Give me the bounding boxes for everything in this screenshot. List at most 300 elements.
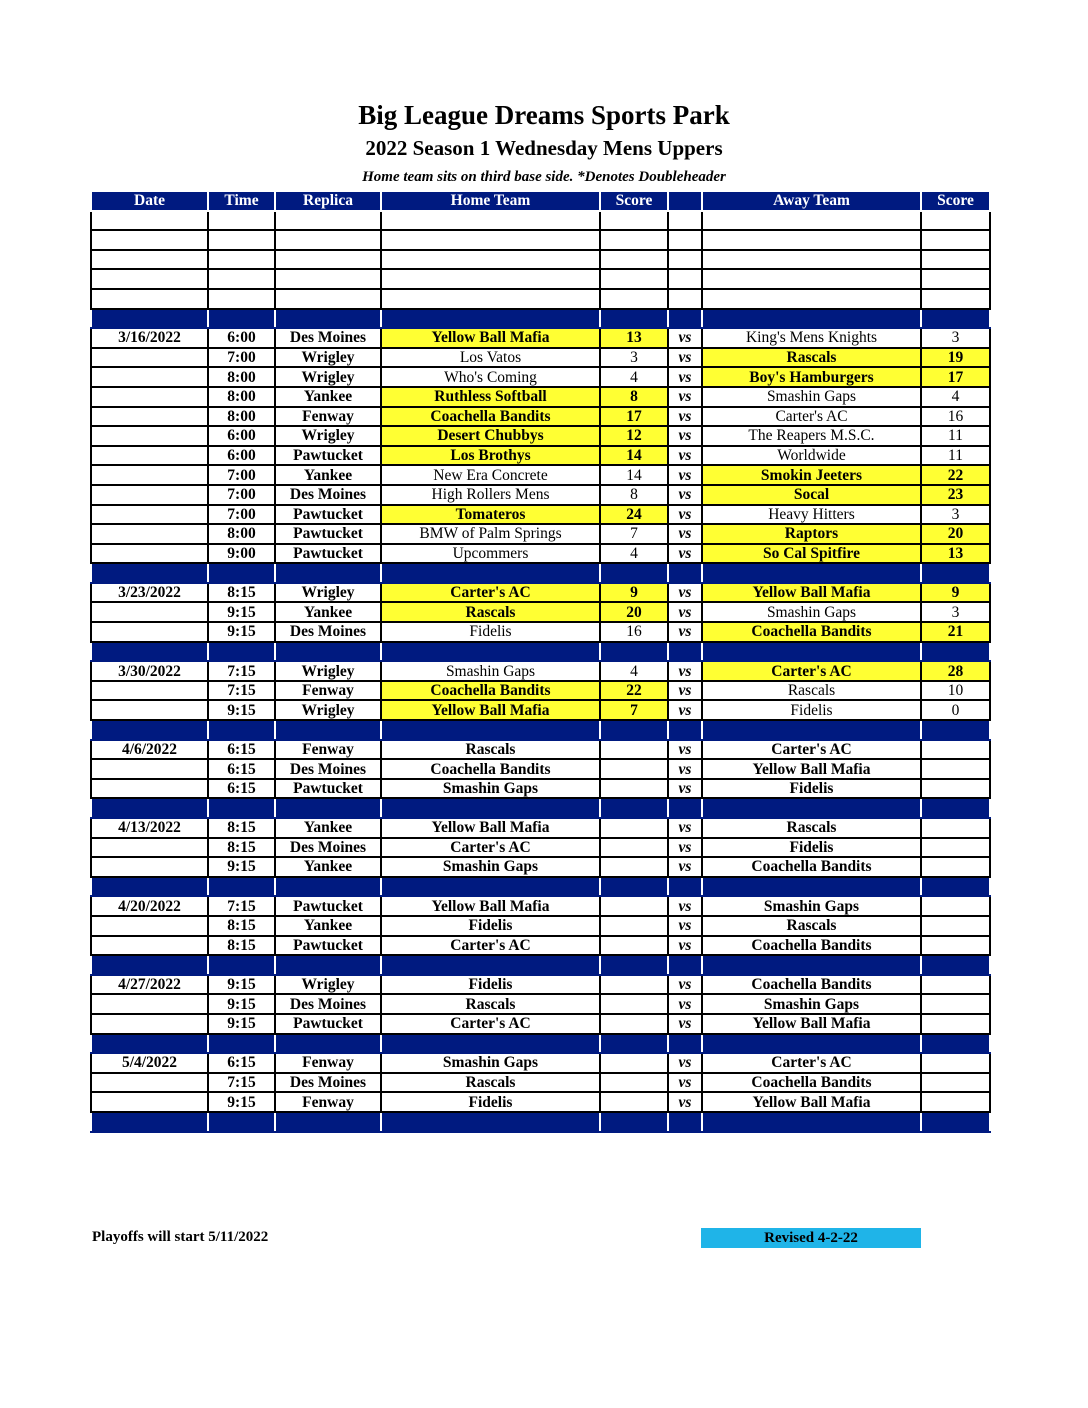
separator-cell bbox=[702, 1112, 921, 1132]
game-field: Des Moines bbox=[275, 622, 381, 642]
home-team: Rascals bbox=[381, 994, 600, 1014]
home-score: 4 bbox=[600, 544, 668, 564]
away-team: King's Mens Knights bbox=[702, 328, 921, 348]
game-time: 7:15 bbox=[208, 681, 275, 701]
away-score: 3 bbox=[921, 602, 990, 622]
away-score: 9 bbox=[921, 583, 990, 603]
separator-cell bbox=[668, 1034, 702, 1054]
game-date bbox=[91, 759, 208, 779]
home-team: New Era Concrete bbox=[381, 465, 600, 485]
separator-cell bbox=[921, 720, 990, 740]
away-team: Smashin Gaps bbox=[702, 994, 921, 1014]
blank-row bbox=[91, 230, 990, 250]
vs-label: vs bbox=[668, 838, 702, 858]
blank-cell bbox=[668, 211, 702, 231]
game-time: 9:15 bbox=[208, 994, 275, 1014]
week-separator bbox=[91, 955, 990, 975]
game-field: Yankee bbox=[275, 818, 381, 838]
separator-cell bbox=[600, 798, 668, 818]
away-score: 19 bbox=[921, 348, 990, 368]
game-time: 6:00 bbox=[208, 426, 275, 446]
blank-cell bbox=[275, 230, 381, 250]
schedule-table bbox=[90, 190, 991, 1133]
home-team: Desert Chubbys bbox=[381, 426, 600, 446]
blank-row bbox=[91, 211, 990, 231]
away-team: Coachella Bandits bbox=[702, 622, 921, 642]
blank-cell bbox=[275, 289, 381, 309]
game-row bbox=[91, 348, 990, 368]
separator-cell bbox=[600, 563, 668, 583]
home-score bbox=[600, 740, 668, 760]
away-team: Rascals bbox=[702, 818, 921, 838]
week-separator bbox=[91, 1112, 990, 1132]
game-time: 8:15 bbox=[208, 838, 275, 858]
blank-cell bbox=[381, 230, 600, 250]
game-row bbox=[91, 936, 990, 956]
away-team: Coachella Bandits bbox=[702, 1073, 921, 1093]
home-score: 24 bbox=[600, 505, 668, 525]
game-field: Yankee bbox=[275, 387, 381, 407]
separator-cell bbox=[381, 1034, 600, 1054]
separator-cell bbox=[208, 877, 275, 897]
game-time: 8:15 bbox=[208, 583, 275, 603]
separator-cell bbox=[702, 877, 921, 897]
col-date: Date bbox=[91, 191, 208, 211]
game-field: Fenway bbox=[275, 740, 381, 760]
vs-label: vs bbox=[668, 700, 702, 720]
home-team: Rascals bbox=[381, 1073, 600, 1093]
game-time: 8:00 bbox=[208, 367, 275, 387]
home-score bbox=[600, 936, 668, 956]
away-team: Boy's Hamburgers bbox=[702, 367, 921, 387]
week-separator bbox=[91, 309, 990, 329]
away-score bbox=[921, 916, 990, 936]
game-row bbox=[91, 622, 990, 642]
blank-cell bbox=[381, 289, 600, 309]
game-time: 7:15 bbox=[208, 661, 275, 681]
vs-label: vs bbox=[668, 387, 702, 407]
blank-cell bbox=[91, 250, 208, 270]
home-team: Fidelis bbox=[381, 1092, 600, 1112]
vs-label: vs bbox=[668, 328, 702, 348]
separator-cell bbox=[921, 877, 990, 897]
separator-cell bbox=[921, 955, 990, 975]
blank-cell bbox=[600, 250, 668, 270]
game-time: 7:00 bbox=[208, 485, 275, 505]
game-field: Fenway bbox=[275, 407, 381, 427]
away-team: Yellow Ball Mafia bbox=[702, 759, 921, 779]
vs-label: vs bbox=[668, 818, 702, 838]
home-score: 14 bbox=[600, 465, 668, 485]
game-field: Des Moines bbox=[275, 485, 381, 505]
game-field: Pawtucket bbox=[275, 896, 381, 916]
away-score: 22 bbox=[921, 465, 990, 485]
home-score bbox=[600, 994, 668, 1014]
game-time: 8:15 bbox=[208, 818, 275, 838]
separator-cell bbox=[275, 798, 381, 818]
away-team: Smashin Gaps bbox=[702, 387, 921, 407]
game-time: 7:00 bbox=[208, 465, 275, 485]
game-field: Des Moines bbox=[275, 1073, 381, 1093]
game-row bbox=[91, 857, 990, 877]
home-team: Upcommers bbox=[381, 544, 600, 564]
game-date bbox=[91, 544, 208, 564]
game-time: 8:00 bbox=[208, 524, 275, 544]
away-score bbox=[921, 1092, 990, 1112]
vs-label: vs bbox=[668, 426, 702, 446]
game-row bbox=[91, 367, 990, 387]
home-score: 4 bbox=[600, 367, 668, 387]
away-score: 28 bbox=[921, 661, 990, 681]
game-time: 8:15 bbox=[208, 916, 275, 936]
vs-label: vs bbox=[668, 1014, 702, 1034]
game-time: 9:15 bbox=[208, 857, 275, 877]
away-score bbox=[921, 759, 990, 779]
separator-cell bbox=[275, 563, 381, 583]
game-time: 7:15 bbox=[208, 896, 275, 916]
week-separator bbox=[91, 642, 990, 662]
away-team: Fidelis bbox=[702, 838, 921, 858]
away-team: Carter's AC bbox=[702, 740, 921, 760]
away-team: Carter's AC bbox=[702, 661, 921, 681]
home-team: Coachella Bandits bbox=[381, 759, 600, 779]
blank-cell bbox=[668, 250, 702, 270]
away-team: Worldwide bbox=[702, 446, 921, 466]
separator-cell bbox=[208, 798, 275, 818]
game-row bbox=[91, 544, 990, 564]
separator-cell bbox=[921, 642, 990, 662]
separator-cell bbox=[91, 720, 208, 740]
home-score: 7 bbox=[600, 700, 668, 720]
game-field: Des Moines bbox=[275, 759, 381, 779]
revised-badge: Revised 4-2-22 bbox=[701, 1228, 921, 1248]
game-time: 7:00 bbox=[208, 348, 275, 368]
game-time: 8:00 bbox=[208, 407, 275, 427]
game-date bbox=[91, 700, 208, 720]
game-row bbox=[91, 465, 990, 485]
home-team: High Rollers Mens bbox=[381, 485, 600, 505]
game-date bbox=[91, 1014, 208, 1034]
separator-cell bbox=[702, 798, 921, 818]
home-team: Smashin Gaps bbox=[381, 779, 600, 799]
home-team: Smashin Gaps bbox=[381, 1053, 600, 1073]
separator-cell bbox=[702, 955, 921, 975]
separator-cell bbox=[600, 877, 668, 897]
game-date bbox=[91, 681, 208, 701]
away-score bbox=[921, 740, 990, 760]
week-separator bbox=[91, 720, 990, 740]
home-team: Coachella Bandits bbox=[381, 407, 600, 427]
schedule-body bbox=[91, 211, 990, 1132]
game-field: Wrigley bbox=[275, 348, 381, 368]
blank-cell bbox=[600, 269, 668, 289]
blank-cell bbox=[275, 211, 381, 231]
game-row bbox=[91, 759, 990, 779]
game-date bbox=[91, 505, 208, 525]
separator-cell bbox=[668, 798, 702, 818]
game-row bbox=[91, 779, 990, 799]
home-score: 3 bbox=[600, 348, 668, 368]
game-date bbox=[91, 602, 208, 622]
away-score bbox=[921, 857, 990, 877]
game-field: Wrigley bbox=[275, 700, 381, 720]
home-score: 16 bbox=[600, 622, 668, 642]
home-score: 13 bbox=[600, 328, 668, 348]
separator-cell bbox=[208, 1034, 275, 1054]
game-row bbox=[91, 1073, 990, 1093]
blank-cell bbox=[921, 230, 990, 250]
home-team: Yellow Ball Mafia bbox=[381, 328, 600, 348]
vs-label: vs bbox=[668, 994, 702, 1014]
separator-cell bbox=[275, 309, 381, 329]
away-team: Fidelis bbox=[702, 779, 921, 799]
blank-cell bbox=[208, 211, 275, 231]
away-score: 20 bbox=[921, 524, 990, 544]
vs-label: vs bbox=[668, 779, 702, 799]
away-score: 4 bbox=[921, 387, 990, 407]
schedule-note: Home team sits on third base side. *Denotes Doubleheader bbox=[362, 169, 726, 185]
vs-label: vs bbox=[668, 602, 702, 622]
vs-label: vs bbox=[668, 583, 702, 603]
blank-cell bbox=[208, 230, 275, 250]
separator-cell bbox=[381, 309, 600, 329]
col-home-team: Home Team bbox=[381, 191, 600, 211]
game-field: Des Moines bbox=[275, 328, 381, 348]
game-time: 9:15 bbox=[208, 622, 275, 642]
separator-cell bbox=[381, 955, 600, 975]
away-score: 3 bbox=[921, 505, 990, 525]
vs-label: vs bbox=[668, 936, 702, 956]
blank-cell bbox=[668, 269, 702, 289]
vs-label: vs bbox=[668, 544, 702, 564]
home-team: Fidelis bbox=[381, 975, 600, 995]
vs-label: vs bbox=[668, 485, 702, 505]
home-score: 17 bbox=[600, 407, 668, 427]
game-row bbox=[91, 602, 990, 622]
away-score: 23 bbox=[921, 485, 990, 505]
game-date: 3/30/2022 bbox=[91, 661, 208, 681]
game-row bbox=[91, 485, 990, 505]
blank-cell bbox=[600, 289, 668, 309]
home-score bbox=[600, 1014, 668, 1034]
blank-cell bbox=[275, 250, 381, 270]
col-time: Time bbox=[208, 191, 275, 211]
separator-cell bbox=[668, 720, 702, 740]
game-date bbox=[91, 994, 208, 1014]
away-team: The Reapers M.S.C. bbox=[702, 426, 921, 446]
game-date: 3/23/2022 bbox=[91, 583, 208, 603]
vs-label: vs bbox=[668, 505, 702, 525]
game-time: 9:15 bbox=[208, 602, 275, 622]
home-team: Carter's AC bbox=[381, 936, 600, 956]
away-team: Smashin Gaps bbox=[702, 896, 921, 916]
game-time: 8:15 bbox=[208, 936, 275, 956]
vs-label: vs bbox=[668, 1073, 702, 1093]
separator-cell bbox=[381, 798, 600, 818]
game-field: Pawtucket bbox=[275, 936, 381, 956]
game-date: 4/13/2022 bbox=[91, 818, 208, 838]
away-score bbox=[921, 1073, 990, 1093]
away-score bbox=[921, 896, 990, 916]
separator-cell bbox=[921, 1034, 990, 1054]
blank-cell bbox=[921, 289, 990, 309]
game-date bbox=[91, 387, 208, 407]
game-time: 7:15 bbox=[208, 1073, 275, 1093]
game-row bbox=[91, 740, 990, 760]
game-field: Pawtucket bbox=[275, 779, 381, 799]
separator-cell bbox=[668, 1112, 702, 1132]
game-row bbox=[91, 1092, 990, 1112]
game-date bbox=[91, 622, 208, 642]
game-date bbox=[91, 465, 208, 485]
separator-cell bbox=[91, 642, 208, 662]
home-score bbox=[600, 838, 668, 858]
blank-cell bbox=[921, 250, 990, 270]
away-team: Yellow Ball Mafia bbox=[702, 583, 921, 603]
away-team: Socal bbox=[702, 485, 921, 505]
home-team: Yellow Ball Mafia bbox=[381, 818, 600, 838]
game-time: 8:00 bbox=[208, 387, 275, 407]
home-team: Carter's AC bbox=[381, 583, 600, 603]
home-score bbox=[600, 916, 668, 936]
game-row bbox=[91, 407, 990, 427]
blank-row bbox=[91, 269, 990, 289]
playoffs-note: Playoffs will start 5/11/2022 bbox=[92, 1229, 269, 1245]
game-time: 6:00 bbox=[208, 446, 275, 466]
game-row bbox=[91, 994, 990, 1014]
vs-label: vs bbox=[668, 975, 702, 995]
vs-label: vs bbox=[668, 740, 702, 760]
vs-label: vs bbox=[668, 524, 702, 544]
game-time: 9:15 bbox=[208, 700, 275, 720]
home-team: Tomateros bbox=[381, 505, 600, 525]
blank-row bbox=[91, 250, 990, 270]
blank-cell bbox=[208, 289, 275, 309]
separator-cell bbox=[381, 563, 600, 583]
game-date: 5/4/2022 bbox=[91, 1053, 208, 1073]
separator-cell bbox=[208, 642, 275, 662]
game-row bbox=[91, 975, 990, 995]
blank-cell bbox=[91, 289, 208, 309]
game-time: 6:15 bbox=[208, 759, 275, 779]
separator-cell bbox=[600, 955, 668, 975]
away-team: So Cal Spitfire bbox=[702, 544, 921, 564]
game-date: 4/6/2022 bbox=[91, 740, 208, 760]
game-row bbox=[91, 328, 990, 348]
blank-cell bbox=[600, 211, 668, 231]
game-field: Wrigley bbox=[275, 975, 381, 995]
away-score: 0 bbox=[921, 700, 990, 720]
home-score: 7 bbox=[600, 524, 668, 544]
page-title: Big League Dreams Sports Park bbox=[358, 100, 730, 130]
vs-label: vs bbox=[668, 759, 702, 779]
game-date bbox=[91, 857, 208, 877]
vs-label: vs bbox=[668, 661, 702, 681]
blank-cell bbox=[91, 211, 208, 231]
away-score bbox=[921, 994, 990, 1014]
game-time: 6:15 bbox=[208, 1053, 275, 1073]
blank-cell bbox=[921, 269, 990, 289]
game-date bbox=[91, 1092, 208, 1112]
separator-cell bbox=[600, 642, 668, 662]
game-time: 9:15 bbox=[208, 975, 275, 995]
vs-label: vs bbox=[668, 1092, 702, 1112]
week-separator bbox=[91, 798, 990, 818]
separator-cell bbox=[381, 1112, 600, 1132]
blank-cell bbox=[668, 230, 702, 250]
away-team: Smashin Gaps bbox=[702, 602, 921, 622]
home-team: Ruthless Softball bbox=[381, 387, 600, 407]
separator-cell bbox=[91, 1112, 208, 1132]
home-team: Rascals bbox=[381, 602, 600, 622]
game-date: 4/27/2022 bbox=[91, 975, 208, 995]
away-team: Yellow Ball Mafia bbox=[702, 1092, 921, 1112]
separator-cell bbox=[668, 955, 702, 975]
home-score bbox=[600, 1073, 668, 1093]
col-home-score: Score bbox=[600, 191, 668, 211]
vs-label: vs bbox=[668, 1053, 702, 1073]
separator-cell bbox=[600, 720, 668, 740]
game-field: Pawtucket bbox=[275, 544, 381, 564]
game-field: Pawtucket bbox=[275, 524, 381, 544]
game-row bbox=[91, 916, 990, 936]
game-row bbox=[91, 700, 990, 720]
game-row bbox=[91, 1014, 990, 1034]
home-score bbox=[600, 779, 668, 799]
away-team: Coachella Bandits bbox=[702, 975, 921, 995]
game-row bbox=[91, 838, 990, 858]
blank-cell bbox=[91, 269, 208, 289]
game-date bbox=[91, 838, 208, 858]
away-score: 11 bbox=[921, 446, 990, 466]
away-score: 16 bbox=[921, 407, 990, 427]
vs-label: vs bbox=[668, 407, 702, 427]
home-score bbox=[600, 896, 668, 916]
game-date bbox=[91, 485, 208, 505]
away-team: Smokin Jeeters bbox=[702, 465, 921, 485]
blank-cell bbox=[702, 230, 921, 250]
game-time: 9:15 bbox=[208, 1092, 275, 1112]
game-field: Yankee bbox=[275, 602, 381, 622]
separator-cell bbox=[381, 642, 600, 662]
separator-cell bbox=[921, 563, 990, 583]
game-time: 7:00 bbox=[208, 505, 275, 525]
game-field: Wrigley bbox=[275, 583, 381, 603]
vs-label: vs bbox=[668, 681, 702, 701]
separator-cell bbox=[275, 877, 381, 897]
separator-cell bbox=[668, 309, 702, 329]
game-time: 9:00 bbox=[208, 544, 275, 564]
col-replica: Replica bbox=[275, 191, 381, 211]
home-team: Los Vatos bbox=[381, 348, 600, 368]
game-row bbox=[91, 387, 990, 407]
away-score bbox=[921, 975, 990, 995]
separator-cell bbox=[208, 1112, 275, 1132]
home-score bbox=[600, 759, 668, 779]
separator-cell bbox=[702, 642, 921, 662]
away-team: Rascals bbox=[702, 916, 921, 936]
home-team: Carter's AC bbox=[381, 838, 600, 858]
game-field: Pawtucket bbox=[275, 446, 381, 466]
col-away-team: Away Team bbox=[702, 191, 921, 211]
blank-cell bbox=[381, 250, 600, 270]
home-score: 22 bbox=[600, 681, 668, 701]
away-score bbox=[921, 1014, 990, 1034]
col-away-score: Score bbox=[921, 191, 990, 211]
col-vs bbox=[668, 191, 702, 211]
home-score: 9 bbox=[600, 583, 668, 603]
separator-cell bbox=[275, 720, 381, 740]
